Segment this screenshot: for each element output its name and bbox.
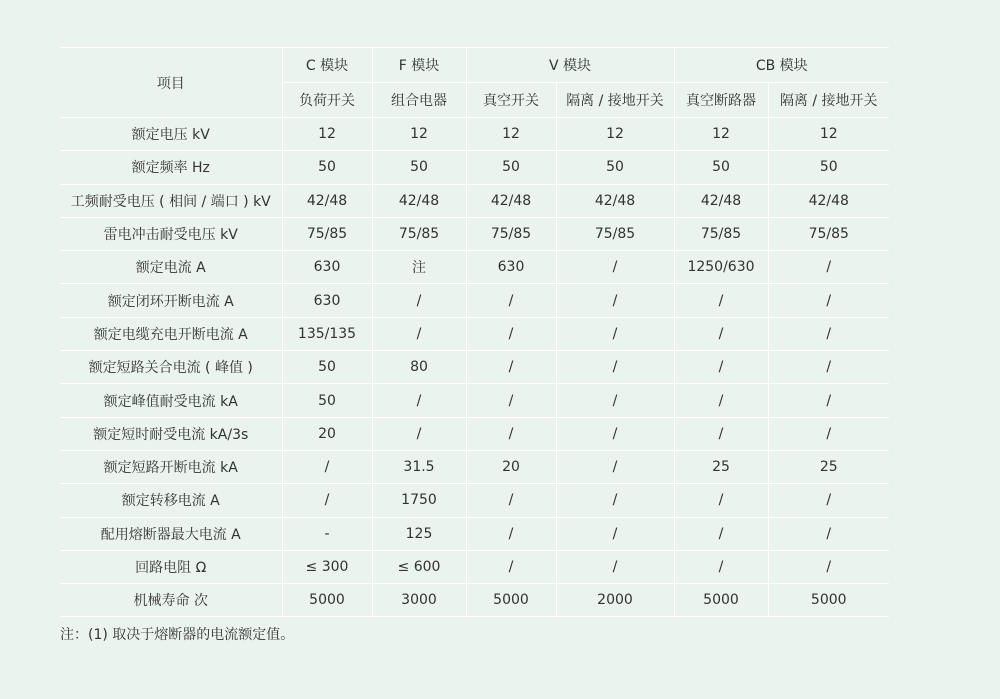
row-label: 配用熔断器最大电流 A <box>60 517 282 550</box>
table-cell: / <box>768 317 889 350</box>
table-cell: 50 <box>282 384 372 417</box>
table-row <box>60 251 889 284</box>
spec-table <box>60 47 889 617</box>
table-cell: 50 <box>768 151 889 184</box>
table-cell: / <box>466 317 556 350</box>
table-cell: 12 <box>282 118 372 151</box>
table-cell: 42/48 <box>768 184 889 217</box>
item-header: 项目 <box>60 48 282 118</box>
table-cell: / <box>556 550 674 583</box>
sub-header-isolating-earthing-v: 隔离 / 接地开关 <box>556 83 674 118</box>
table-cell: 75/85 <box>372 217 466 250</box>
table-cell: / <box>282 450 372 483</box>
table-cell: / <box>674 550 768 583</box>
table-cell: 42/48 <box>674 184 768 217</box>
table-cell: / <box>466 384 556 417</box>
module-header-v: V 模块 <box>466 48 674 83</box>
table-cell: / <box>674 317 768 350</box>
table-cell: 630 <box>466 251 556 284</box>
table-cell: 20 <box>282 417 372 450</box>
table-cell: 3000 <box>372 584 466 617</box>
table-row <box>60 484 889 517</box>
table-cell: / <box>556 484 674 517</box>
table-cell: 12 <box>372 118 466 151</box>
row-label: 额定转移电流 A <box>60 484 282 517</box>
table-row <box>60 517 889 550</box>
table-cell: / <box>556 517 674 550</box>
table-cell: / <box>768 284 889 317</box>
table-row <box>60 351 889 384</box>
table-cell: 75/85 <box>466 217 556 250</box>
footnote: 注：(1) 取决于熔断器的电流额定值。 <box>60 627 295 643</box>
table-cell: 12 <box>556 118 674 151</box>
row-label: 工频耐受电压 ( 相间 / 端口 ) kV <box>60 184 282 217</box>
header-row-modules <box>60 48 889 83</box>
table-cell: / <box>466 351 556 384</box>
sub-header-load-switch: 负荷开关 <box>282 83 372 118</box>
table-cell: 42/48 <box>372 184 466 217</box>
table-cell: 注 <box>372 251 466 284</box>
table-cell: 50 <box>282 151 372 184</box>
table-cell: / <box>556 417 674 450</box>
table-cell: 50 <box>556 151 674 184</box>
row-label: 机械寿命 次 <box>60 584 282 617</box>
table-cell: - <box>282 517 372 550</box>
row-label: 额定闭环开断电流 A <box>60 284 282 317</box>
table-cell: / <box>556 384 674 417</box>
table-cell: 630 <box>282 284 372 317</box>
table-cell: 50 <box>372 151 466 184</box>
table-cell: 5000 <box>768 584 889 617</box>
table-cell: / <box>466 484 556 517</box>
row-label: 额定电流 A <box>60 251 282 284</box>
table-cell: 5000 <box>674 584 768 617</box>
sub-header-vacuum-breaker: 真空断路器 <box>674 83 768 118</box>
table-row <box>60 584 889 617</box>
table-cell: 42/48 <box>282 184 372 217</box>
table-cell: 80 <box>372 351 466 384</box>
table-cell: / <box>556 450 674 483</box>
table-cell: 12 <box>768 118 889 151</box>
table-row <box>60 550 889 583</box>
table-cell: 20 <box>466 450 556 483</box>
table-cell: / <box>466 417 556 450</box>
table-cell: / <box>674 517 768 550</box>
table-cell: / <box>674 417 768 450</box>
table-cell: / <box>556 351 674 384</box>
table-cell: 75/85 <box>282 217 372 250</box>
table-cell: 75/85 <box>556 217 674 250</box>
sub-header-vacuum-switch: 真空开关 <box>466 83 556 118</box>
row-label: 额定频率 Hz <box>60 151 282 184</box>
table-cell: 25 <box>768 450 889 483</box>
module-header-f: F 模块 <box>372 48 466 83</box>
table-cell: / <box>768 517 889 550</box>
table-row <box>60 450 889 483</box>
table-cell: / <box>372 417 466 450</box>
table-cell: / <box>768 251 889 284</box>
table-cell: 1750 <box>372 484 466 517</box>
table-cell: / <box>372 284 466 317</box>
table-cell: / <box>674 351 768 384</box>
row-label: 雷电冲击耐受电压 kV <box>60 217 282 250</box>
table-row <box>60 151 889 184</box>
table-row <box>60 384 889 417</box>
row-label: 额定电缆充电开断电流 A <box>60 317 282 350</box>
table-cell: 42/48 <box>556 184 674 217</box>
row-label: 额定短路开断电流 kA <box>60 450 282 483</box>
table-cell: / <box>556 317 674 350</box>
table-cell: / <box>556 251 674 284</box>
table-cell: / <box>674 384 768 417</box>
table-row <box>60 284 889 317</box>
table-cell: 25 <box>674 450 768 483</box>
module-header-c: C 模块 <box>282 48 372 83</box>
row-label: 额定短路关合电流 ( 峰值 ) <box>60 351 282 384</box>
table-cell: / <box>674 484 768 517</box>
row-label: 额定峰值耐受电流 kA <box>60 384 282 417</box>
table-cell: 125 <box>372 517 466 550</box>
sub-header-combination: 组合电器 <box>372 83 466 118</box>
table-row <box>60 417 889 450</box>
table-row <box>60 118 889 151</box>
table-cell: / <box>768 550 889 583</box>
table-cell: 12 <box>466 118 556 151</box>
table-cell: 135/135 <box>282 317 372 350</box>
row-label: 回路电阻 Ω <box>60 550 282 583</box>
table-cell: / <box>768 484 889 517</box>
table-cell: / <box>466 550 556 583</box>
table-cell: 5000 <box>466 584 556 617</box>
table-cell: 2000 <box>556 584 674 617</box>
table-cell: 50 <box>466 151 556 184</box>
table-cell: / <box>466 284 556 317</box>
table-cell: 5000 <box>282 584 372 617</box>
table-cell: 12 <box>674 118 768 151</box>
table-cell: 1250/630 <box>674 251 768 284</box>
table-cell: 50 <box>674 151 768 184</box>
table-cell: / <box>372 384 466 417</box>
table-cell: / <box>768 384 889 417</box>
table-cell: 75/85 <box>674 217 768 250</box>
table-cell: 50 <box>282 351 372 384</box>
table-row <box>60 184 889 217</box>
table-cell: ≤ 300 <box>282 550 372 583</box>
module-header-cb: CB 模块 <box>674 48 889 83</box>
table-cell: / <box>372 317 466 350</box>
sub-header-isolating-earthing-cb: 隔离 / 接地开关 <box>768 83 889 118</box>
table-cell: / <box>466 517 556 550</box>
table-row <box>60 217 889 250</box>
table-cell: 630 <box>282 251 372 284</box>
row-label: 额定短时耐受电流 kA/3s <box>60 417 282 450</box>
table-cell: / <box>768 351 889 384</box>
table-row <box>60 317 889 350</box>
table-cell: ≤ 600 <box>372 550 466 583</box>
table-cell: 42/48 <box>466 184 556 217</box>
table-cell: / <box>674 284 768 317</box>
table-cell: / <box>282 484 372 517</box>
table-cell: 31.5 <box>372 450 466 483</box>
table-cell: 75/85 <box>768 217 889 250</box>
table-cell: / <box>556 284 674 317</box>
table-cell: / <box>768 417 889 450</box>
row-label: 额定电压 kV <box>60 118 282 151</box>
